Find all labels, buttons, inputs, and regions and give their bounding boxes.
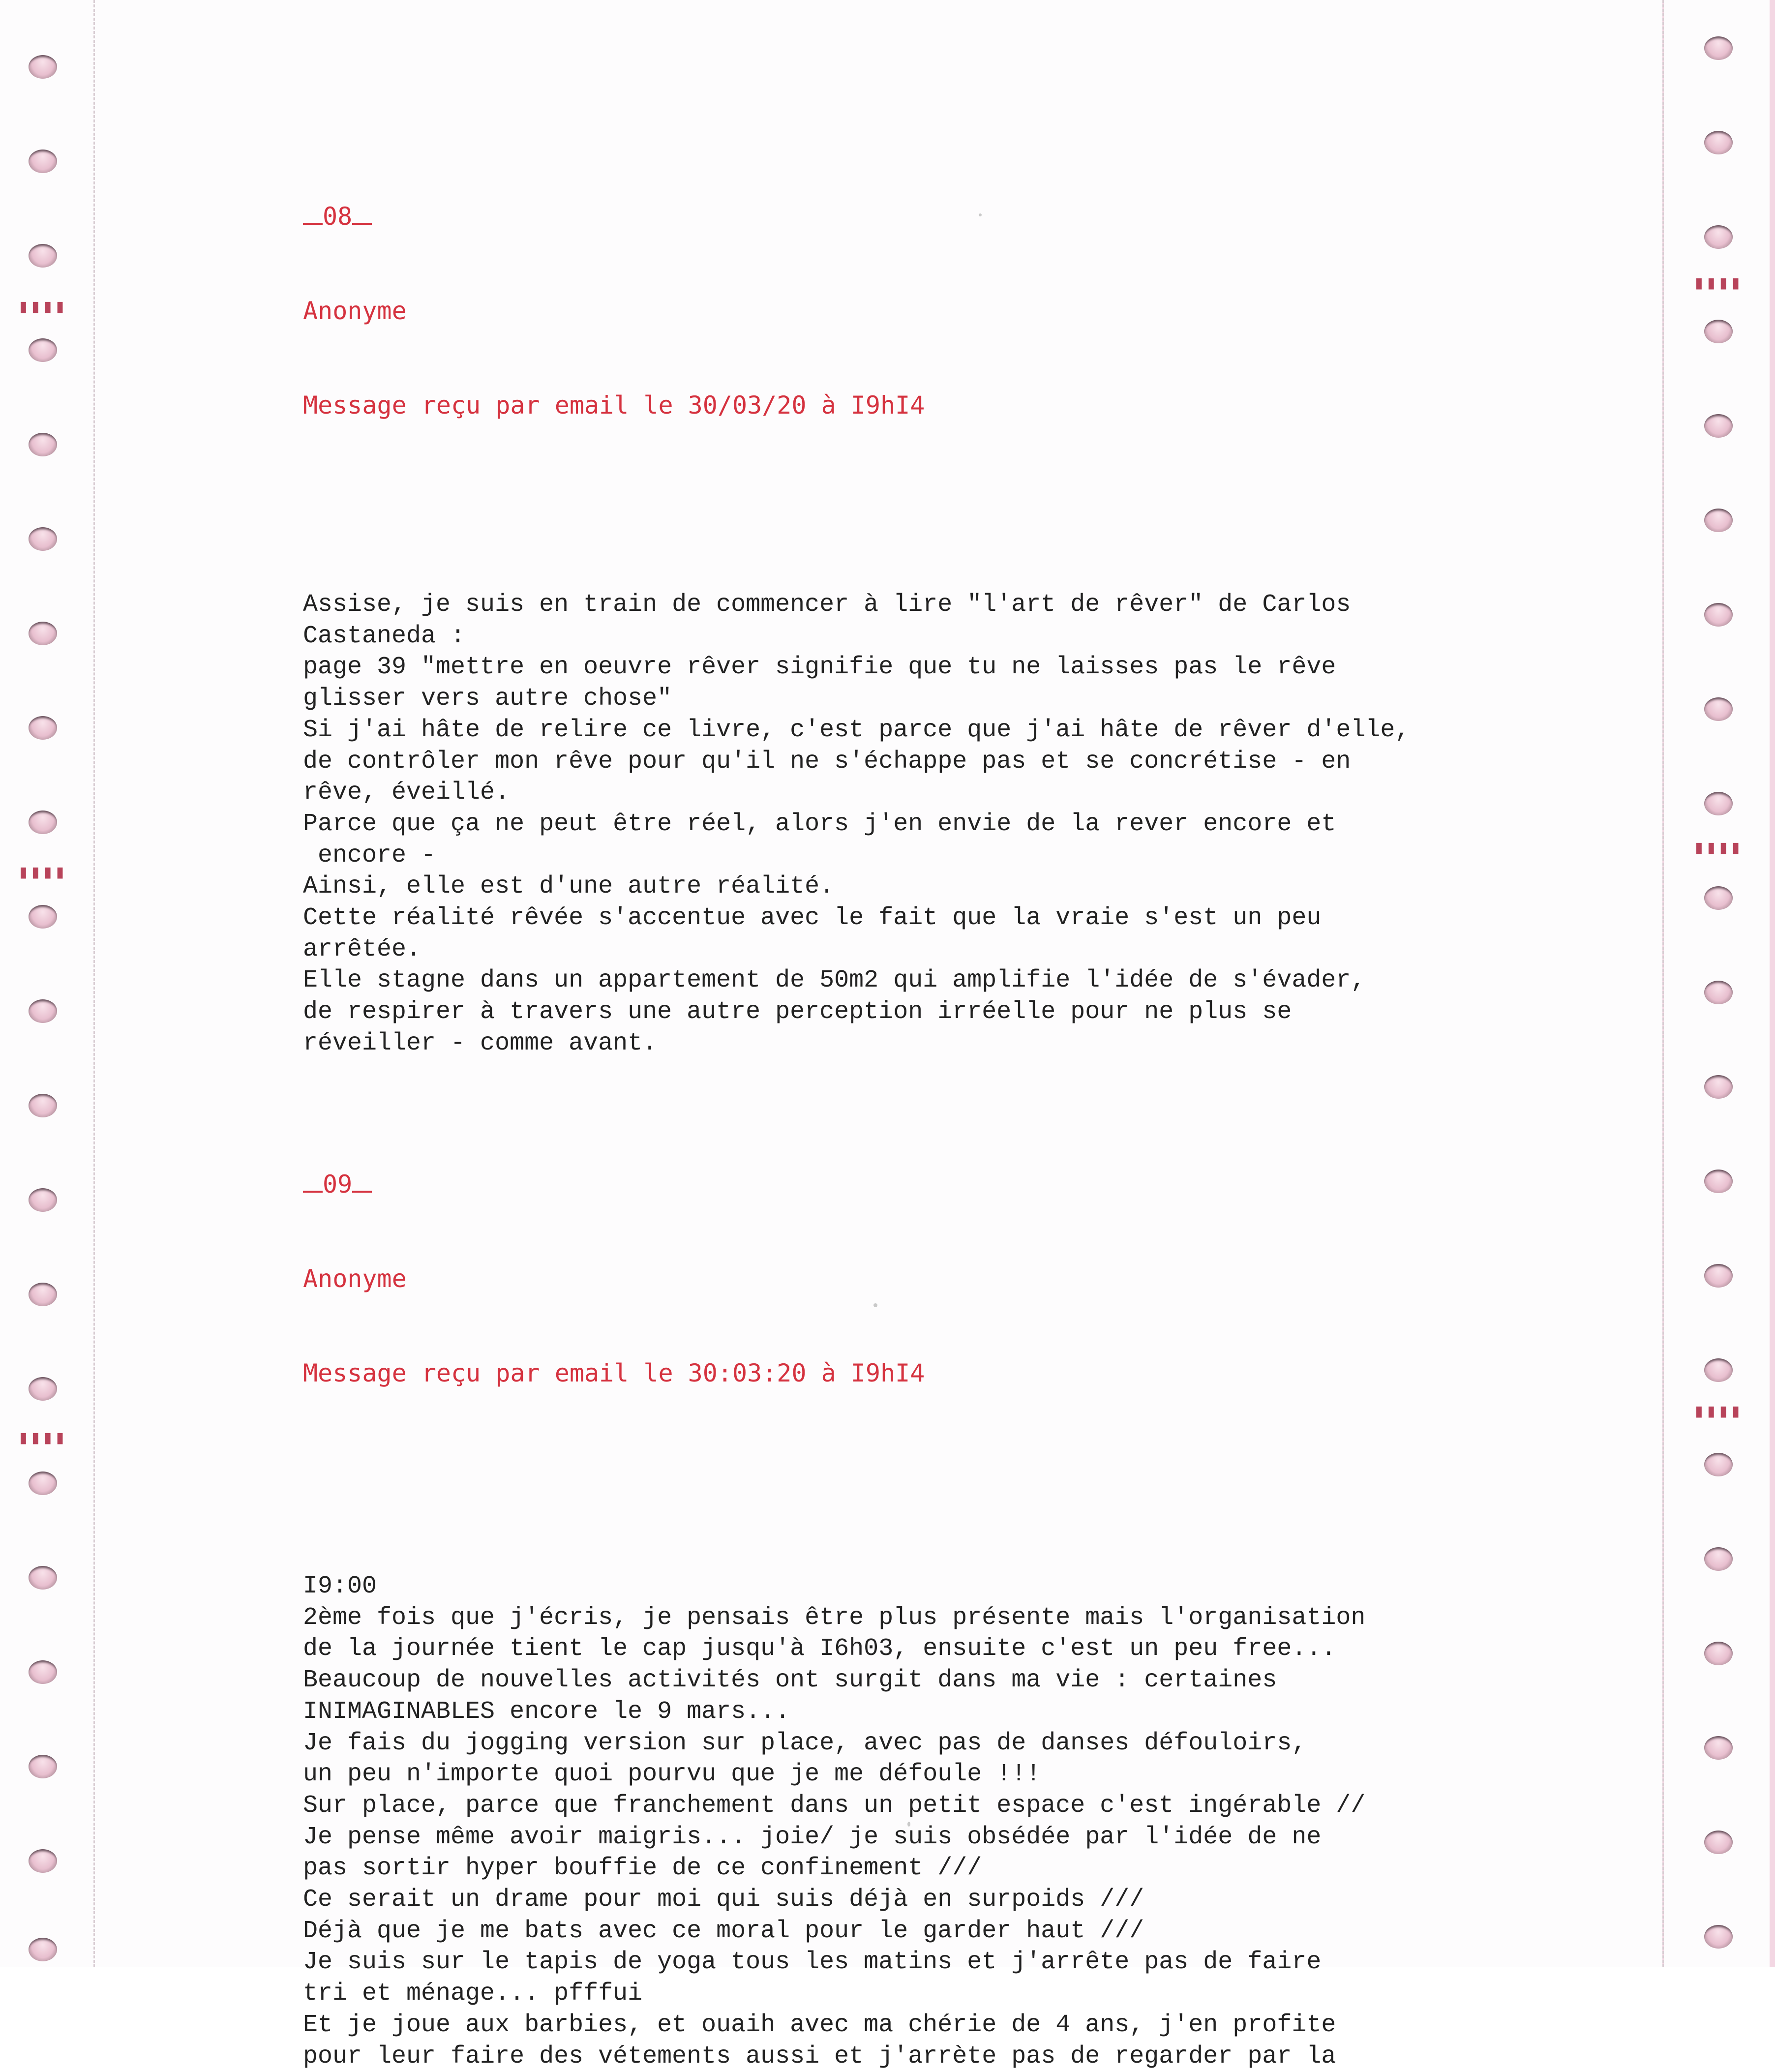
body-line: page 39 "mettre en oeuvre rêver signifie que tu ne laisses pas le rêve — [303, 653, 1336, 682]
feed-hole — [29, 244, 57, 268]
feed-hole — [29, 1660, 57, 1684]
body-line: arrêtée. — [303, 935, 421, 963]
body-line: pas sortir hyper bouffie de ce confinement /// — [303, 1854, 982, 1883]
body-line: Je suis sur le tapis de yoga tous les matins et j'arrête pas de faire — [303, 1948, 1322, 1977]
feed-hole — [29, 716, 57, 740]
body-line: Si j'ai hâte de relire ce livre, c'est parce que j'ai hâte de rêver d'elle, — [303, 716, 1410, 744]
feed-hole — [1704, 36, 1733, 60]
feed-hole — [1704, 1170, 1733, 1193]
feed-hole — [1704, 320, 1733, 343]
feed-hole — [29, 811, 57, 834]
perforation-marks: ▮▮▮▮ — [1693, 1400, 1743, 1421]
body-line: Castaneda : — [303, 622, 466, 650]
body-line: Cette réalité rêvée s'accentue avec le fait que la vraie s'est un peu — [303, 904, 1322, 932]
feed-hole — [1704, 414, 1733, 438]
body-line: de contrôler mon rêve pour qu'il ne s'échappe pas et se concrétise - en — [303, 747, 1351, 776]
body-line: pour leur faire des vétements aussi et j'arrète pas de regarder par la — [303, 2042, 1336, 2071]
entry-author: Anonyme — [303, 297, 407, 325]
body-line: Beaucoup de nouvelles activités ont surgit dans ma vie : certaines — [303, 1666, 1277, 1695]
body-line: INIMAGINABLES encore le 9 mars... — [303, 1697, 790, 1726]
body-line: Ce serait un drame pour moi qui suis déjà en surpoids /// — [303, 1886, 1144, 1914]
entry-header — [303, 138, 1410, 484]
perforation-marks: ▮▮▮▮ — [1693, 271, 1743, 293]
feed-hole — [29, 1938, 57, 1961]
body-line: de la journée tient le cap jusqu'à I6h03, ensuite c'est un peu free... — [303, 1635, 1336, 1663]
feed-hole — [29, 999, 57, 1023]
feed-hole — [29, 433, 57, 456]
entry-number: 08 — [303, 201, 372, 232]
body-line: réveiller - comme avant. — [303, 1029, 658, 1057]
body-line: Sur place, parce que franchement dans un petit espace c'est ingérable // — [303, 1791, 1366, 1820]
feed-hole — [29, 338, 57, 362]
body-line: Et je joue aux barbies, et ouaih avec ma chérie de 4 ans, j'en profite — [303, 2011, 1336, 2039]
perforation-marks: ▮▮▮▮ — [18, 1426, 67, 1448]
feed-hole — [1704, 1547, 1733, 1571]
feed-hole — [1704, 1925, 1733, 1949]
body-line: glisser vers autre chose" — [303, 685, 672, 713]
body-line: rêve, éveillé. — [303, 779, 510, 807]
body-line: I9:00 — [303, 1572, 377, 1600]
feed-hole — [1704, 603, 1733, 627]
feed-hole — [29, 1094, 57, 1117]
feed-hole — [1704, 509, 1733, 532]
feed-hole — [29, 905, 57, 929]
feed-hole — [29, 1849, 57, 1873]
left-tractor-strip — [0, 0, 95, 1967]
feed-hole — [29, 1471, 57, 1495]
feed-hole — [1704, 1264, 1733, 1288]
feed-hole — [1704, 792, 1733, 815]
feed-hole — [1704, 225, 1733, 249]
entry-author: Anonyme — [303, 1264, 407, 1293]
feed-hole — [1704, 1736, 1733, 1760]
entry-meta: Message reçu par email le 30:03:20 à I9hI4 — [303, 1359, 925, 1387]
body-line: un peu n'importe quoi pourvu que je me défoule !!! — [303, 1760, 1041, 1789]
feed-hole — [1704, 886, 1733, 910]
entry-number: 09 — [303, 1169, 372, 1200]
entry-meta: Message reçu par email le 30/03/20 à I9hI4 — [303, 391, 925, 420]
entry-body — [303, 1571, 1365, 2072]
entry-number-line — [303, 1169, 1365, 1200]
feed-hole — [29, 1377, 57, 1401]
feed-hole — [1704, 1453, 1733, 1476]
feed-hole — [1704, 1075, 1733, 1099]
body-line: Parce que ça ne peut être réel, alors j'en envie de la rever encore et — [303, 810, 1336, 838]
right-tractor-strip — [1662, 0, 1775, 1967]
feed-hole — [1704, 1831, 1733, 1854]
entry-body — [303, 589, 1410, 1059]
feed-hole — [29, 1283, 57, 1306]
body-line: Elle stagne dans un appartement de 50m2 qui amplifie l'idée de s'évader, — [303, 966, 1366, 995]
feed-hole — [29, 1566, 57, 1590]
body-line: Assise, je suis en train de commencer à lire "l'art de rêver" de Carlos — [303, 591, 1351, 619]
feed-hole — [1704, 981, 1733, 1004]
perforation-marks: ▮▮▮▮ — [18, 861, 67, 882]
message-entry — [303, 1106, 1365, 2072]
perforation-marks: ▮▮▮▮ — [1693, 836, 1743, 858]
perforation-marks: ▮▮▮▮ — [18, 295, 67, 317]
feed-hole — [29, 622, 57, 645]
body-line: tri et ménage... pfffui — [303, 1980, 643, 2008]
feed-hole — [1704, 1642, 1733, 1665]
feed-hole — [29, 527, 57, 551]
entry-header — [303, 1106, 1365, 1452]
feed-hole — [29, 150, 57, 173]
body-line: encore - — [303, 841, 436, 870]
feed-hole — [29, 1755, 57, 1778]
message-entry — [303, 138, 1410, 1059]
feed-hole — [29, 55, 57, 79]
feed-hole — [29, 1188, 57, 1212]
body-line: Je pense même avoir maigris... joie/ je suis obsédée par l'idée de ne — [303, 1823, 1322, 1851]
body-line: 2ème fois que j'écris, je pensais être plus présente mais l'organisation — [303, 1603, 1366, 1632]
body-line: Ainsi, elle est d'une autre réalité. — [303, 872, 835, 901]
feed-hole — [1704, 1358, 1733, 1382]
entry-number-line — [303, 201, 1410, 232]
feed-hole — [1704, 131, 1733, 154]
body-line: de respirer à travers une autre perception irréelle pour ne plus se — [303, 998, 1292, 1026]
body-line: Je fais du jogging version sur place, avec pas de danses défouloirs, — [303, 1729, 1307, 1757]
feed-hole — [1704, 697, 1733, 721]
body-line: Déjà que je me bats avec ce moral pour le garder haut /// — [303, 1917, 1144, 1945]
